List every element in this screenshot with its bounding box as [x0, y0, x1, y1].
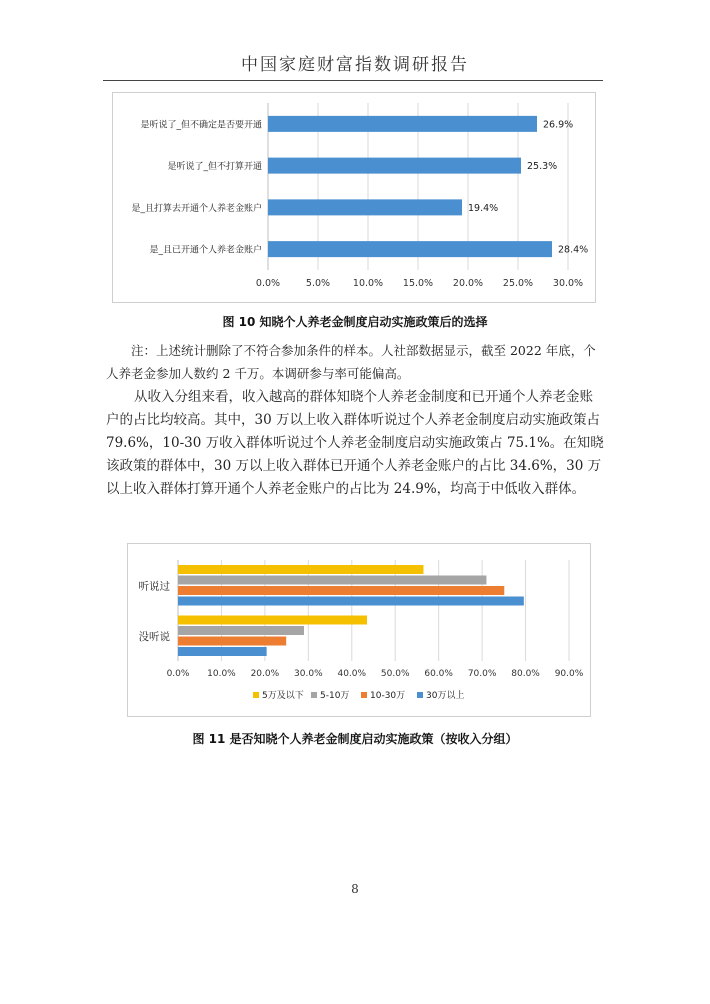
figure-11-chart	[127, 543, 591, 717]
legend-label: 10-30万	[370, 691, 406, 701]
data-bar	[178, 637, 286, 646]
x-tick-label: 60.0%	[424, 669, 453, 679]
value-label: 19.4%	[468, 202, 499, 214]
x-tick-label: 90.0%	[554, 669, 584, 679]
figure-10-caption: 图 10 知晓个人养老金制度启动实施政策后的选择	[222, 315, 488, 329]
data-bar	[268, 241, 552, 257]
data-bar	[178, 647, 267, 656]
data-bar	[178, 626, 304, 635]
data-bar	[178, 597, 524, 606]
x-tick-label: 10.0%	[352, 278, 384, 289]
page-number: 8	[351, 882, 359, 896]
x-tick-label: 0.0%	[255, 278, 281, 289]
category-label: 是_且已开通个人养老金账户	[149, 245, 262, 256]
category-label: 听说过	[138, 580, 170, 593]
figure-10-chart	[112, 92, 596, 303]
data-bar	[268, 199, 462, 215]
data-bar	[268, 158, 521, 174]
figure-10-svg	[113, 93, 595, 302]
category-label: 是_且打算去开通个人养老金账户	[131, 203, 262, 214]
x-tick-label: 10.0%	[207, 669, 236, 679]
x-tick-label: 30.0%	[552, 278, 584, 289]
data-bar	[178, 586, 504, 595]
legend-label: 30万以上	[426, 691, 465, 701]
category-label: 没听说	[138, 630, 170, 643]
figure-11-caption: 图 11 是否知晓个人养老金制度启动实施政策（按收入分组）	[192, 732, 518, 746]
note-text: 注：上述统计删除了不符合参加条件的样本。人社部数据显示，截至 2022 年底，个人养老金参加人数约 2 千万。本调研参与率可能偏高。	[106, 343, 596, 381]
data-bar	[178, 616, 367, 625]
legend-swatch	[253, 692, 259, 698]
legend-label: 5-10万	[320, 691, 350, 701]
x-tick-label: 25.0%	[502, 278, 534, 289]
value-label: 26.9%	[543, 119, 574, 131]
value-label: 28.4%	[558, 244, 589, 256]
x-tick-label: 30.0%	[294, 669, 323, 679]
data-bar	[268, 116, 537, 132]
x-tick-label: 15.0%	[402, 278, 434, 289]
value-label: 25.3%	[527, 161, 558, 173]
report-header-title: 中国家庭财富指数调研报告	[241, 55, 469, 75]
data-bar	[178, 565, 423, 574]
figure-11-svg	[128, 544, 590, 716]
header-rule	[103, 80, 603, 81]
x-tick-label: 40.0%	[337, 669, 367, 679]
category-label: 是听说了_但不打算开通	[167, 162, 262, 173]
x-tick-label: 0.0%	[166, 669, 190, 679]
legend-swatch	[417, 692, 423, 698]
category-label: 是听说了_但不确定是否要开通	[140, 120, 262, 131]
x-tick-label: 50.0%	[380, 669, 410, 679]
legend-swatch	[361, 692, 367, 698]
x-tick-label: 70.0%	[467, 669, 497, 679]
x-tick-label: 20.0%	[452, 278, 484, 289]
body-paragraph: 从收入分组来看，收入越高的群体知晓个人养老金制度和已开通个人养老金账户的占比均较高。其中，30 万以上收入群体听说过个人养老金制度启动实施政策占 79.6%，10-30 万收入群体听说过个人养老金制度启动实施政策占 75.1%。在知晓该政策的群体中，30 万以上收入群体已开通个人养老金账户的占比 34.6%，30 万以上收入群体打算开通个人养老金账户的占比为 24.9%，均高于中低收入群体。	[106, 389, 604, 497]
x-tick-label: 5.0%	[305, 278, 331, 289]
x-tick-label: 20.0%	[250, 669, 280, 679]
data-bar	[178, 576, 486, 585]
x-tick-label: 80.0%	[511, 669, 540, 679]
legend-swatch	[311, 692, 317, 698]
legend-label: 5万及以下	[262, 691, 304, 701]
